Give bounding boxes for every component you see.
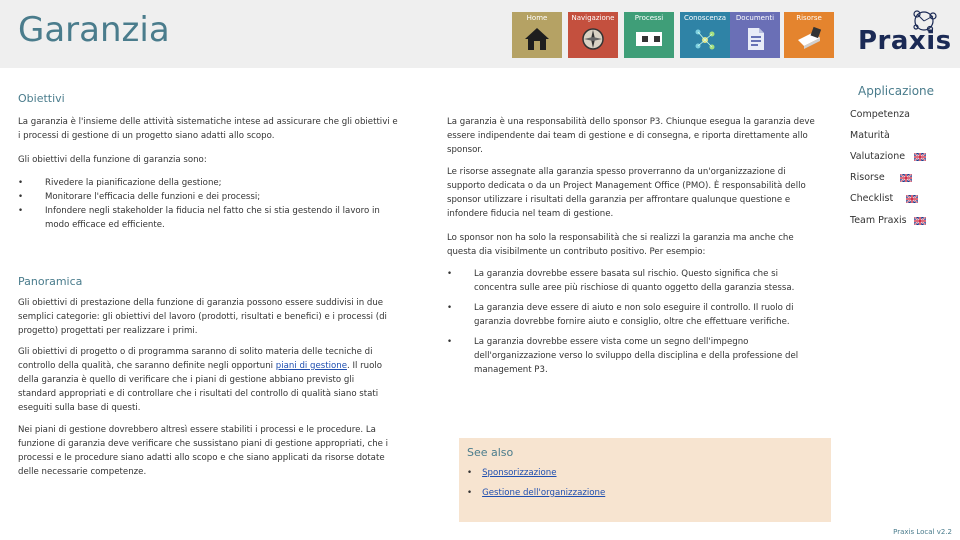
panoramica-p1: Gli obiettivi di prestazione della funzione di garanzia possono essere suddivisi in due semplici categorie: gli obiettivi del lavoro (prodotti, risultati e benefici) e i processi (di progetto) progettati per realizzare i primi. <box>18 298 387 336</box>
nav-documenti-label: Documenti <box>735 14 775 22</box>
uk-flag-icon <box>914 217 926 225</box>
resources-icon <box>796 26 822 52</box>
sidebar-item-maturita[interactable] <box>850 130 890 141</box>
sidebar-item-label: Risorse <box>850 172 885 183</box>
nav-documenti-button[interactable] <box>730 12 780 58</box>
see-also-item: • Sponsorizzazione <box>467 468 557 478</box>
right-p3: Lo sponsor non ha solo la responsabilità che si realizzi la garanzia ma anche che questa dia visibilmente un contributo positivo. Per esempio: <box>447 233 794 257</box>
nav-processi-button[interactable] <box>624 12 674 58</box>
nav-risorse-label: Risorse <box>796 14 822 22</box>
nav-navigazione-button[interactable] <box>568 12 618 58</box>
right-list <box>447 267 823 377</box>
obiettivi-list <box>18 176 380 232</box>
page-title: Garanzia <box>18 10 170 50</box>
right-p1: La garanzia è una responsabilità dello sponsor P3. Chiunque esegua la garanzia deve essere indipendente dai team di gestione e di consegna, e riporta direttamente allo sponsor. <box>447 117 815 155</box>
obiettivi-heading: Obiettivi <box>18 92 65 105</box>
sidebar-item-label: Checklist <box>850 193 894 204</box>
nav-home-button[interactable] <box>512 12 562 58</box>
logo-text: Praxis <box>858 26 952 56</box>
panoramica-p2-text: . Il ruolo della garanzia è quello di verificare che i piani di gestione abbiano previsto gli standard appropriati e di controllare che i risultati del controllo di qualità siano stati eseguiti sulla base di questi. <box>18 361 382 413</box>
compass-icon <box>580 26 606 52</box>
see-also-item: • Gestione dell'organizzazione <box>467 488 606 498</box>
panoramica-p3: Nei piani di gestione dovrebbero altresì essere stabiliti i processi e le procedure. La funzione di garanzia deve verificare che sussistano piani di gestione appropriati, che i processi e le procedure siano adatti allo scopo e che siano applicati da risorse dotate delle necessarie competenze. <box>18 425 389 477</box>
list-item: • La garanzia deve essere di aiuto e non solo eseguire il controllo. Il ruolo di garanzia dovrebbe fornire aiuto e consiglio, oltre che effettuare verifiche. <box>447 301 823 329</box>
document-icon <box>742 26 768 52</box>
sidebar-item-label: Competenza <box>850 109 910 120</box>
uk-flag-icon <box>914 153 926 161</box>
obiettivi-intro: La garanzia è l'insieme delle attività sistematiche intese ad assicurare che gli obiettivi e i processi di gestione di un progetto siano adatti allo scopo. <box>18 117 398 141</box>
list-item: • La garanzia dovrebbe essere basata sul rischio. Questo significa che si concentra sulle aree più rischiose di quanto oggetto della garanzia stessa. <box>447 267 823 295</box>
list-item: • Infondere negli stakeholder la fiducia nel fatto che si stia gestendo il lavoro in modo efficace ed efficiente. <box>18 204 380 232</box>
sidebar-item-valutazione[interactable] <box>850 151 926 162</box>
nav-conoscenza-label: Conoscenza <box>683 14 727 22</box>
list-item: • Monitorare l'efficacia delle funzioni e dei processi; <box>18 190 380 204</box>
panoramica-heading: Panoramica <box>18 275 83 288</box>
version-footer: Praxis Local v2.2 <box>893 528 952 536</box>
gestione-organizzazione-link[interactable]: Gestione dell'organizzazione <box>482 488 606 498</box>
praxis-logo <box>858 10 952 56</box>
nav-processi-label: Processi <box>634 14 664 22</box>
sponsorizzazione-link[interactable]: Sponsorizzazione <box>482 468 557 478</box>
sidebar-item-label: Maturità <box>850 130 890 141</box>
nav-home-label: Home <box>526 14 548 22</box>
nav-navigazione-label: Navigazione <box>571 14 615 22</box>
see-also-box <box>459 438 831 522</box>
nav-conoscenza-button[interactable] <box>680 12 730 58</box>
sidebar-item-label: Valutazione <box>850 151 906 162</box>
panoramica-p2 <box>18 345 394 415</box>
home-icon <box>524 26 550 52</box>
sidebar-item-team-praxis[interactable] <box>850 215 926 226</box>
sidebar-item-checklist[interactable] <box>850 193 918 204</box>
right-p2: Le risorse assegnate alla garanzia spesso proverranno da un'organizzazione di supporto dedicata o da un Project Management Office (PMO). È responsabilità dello sponsor utilizzare i risultati della garanzia per affrontare qualunque questione e infondere fiducia nel team di gestione. <box>447 167 806 219</box>
sidebar-item-label: Team Praxis <box>850 215 907 226</box>
list-item: • La garanzia dovrebbe essere vista come un segno dell'impegno dell'organizzazione verso lo sviluppo della disciplina e della professione del management P3. <box>447 335 823 377</box>
obiettivi-lead: Gli obiettivi della funzione di garanzia sono: <box>18 155 207 165</box>
nav-risorse-button[interactable] <box>784 12 834 58</box>
uk-flag-icon <box>900 174 912 182</box>
process-icon <box>636 26 662 52</box>
piani-di-gestione-link[interactable]: piani di gestione <box>275 361 347 371</box>
see-also-title: See also <box>467 446 514 459</box>
knowledge-icon <box>692 26 718 52</box>
uk-flag-icon <box>906 195 918 203</box>
sidebar-title: Applicazione <box>858 84 935 98</box>
sidebar-item-competenza[interactable] <box>850 109 910 120</box>
sidebar-item-risorse[interactable] <box>850 172 912 183</box>
list-item: • Rivedere la pianificazione della gestione; <box>18 176 380 190</box>
panoramica-p2-text: Gli obiettivi di progetto o di programma saranno di solito materia delle tecniche di controllo della qualità, che saranno definite negli opportuni <box>18 347 373 371</box>
